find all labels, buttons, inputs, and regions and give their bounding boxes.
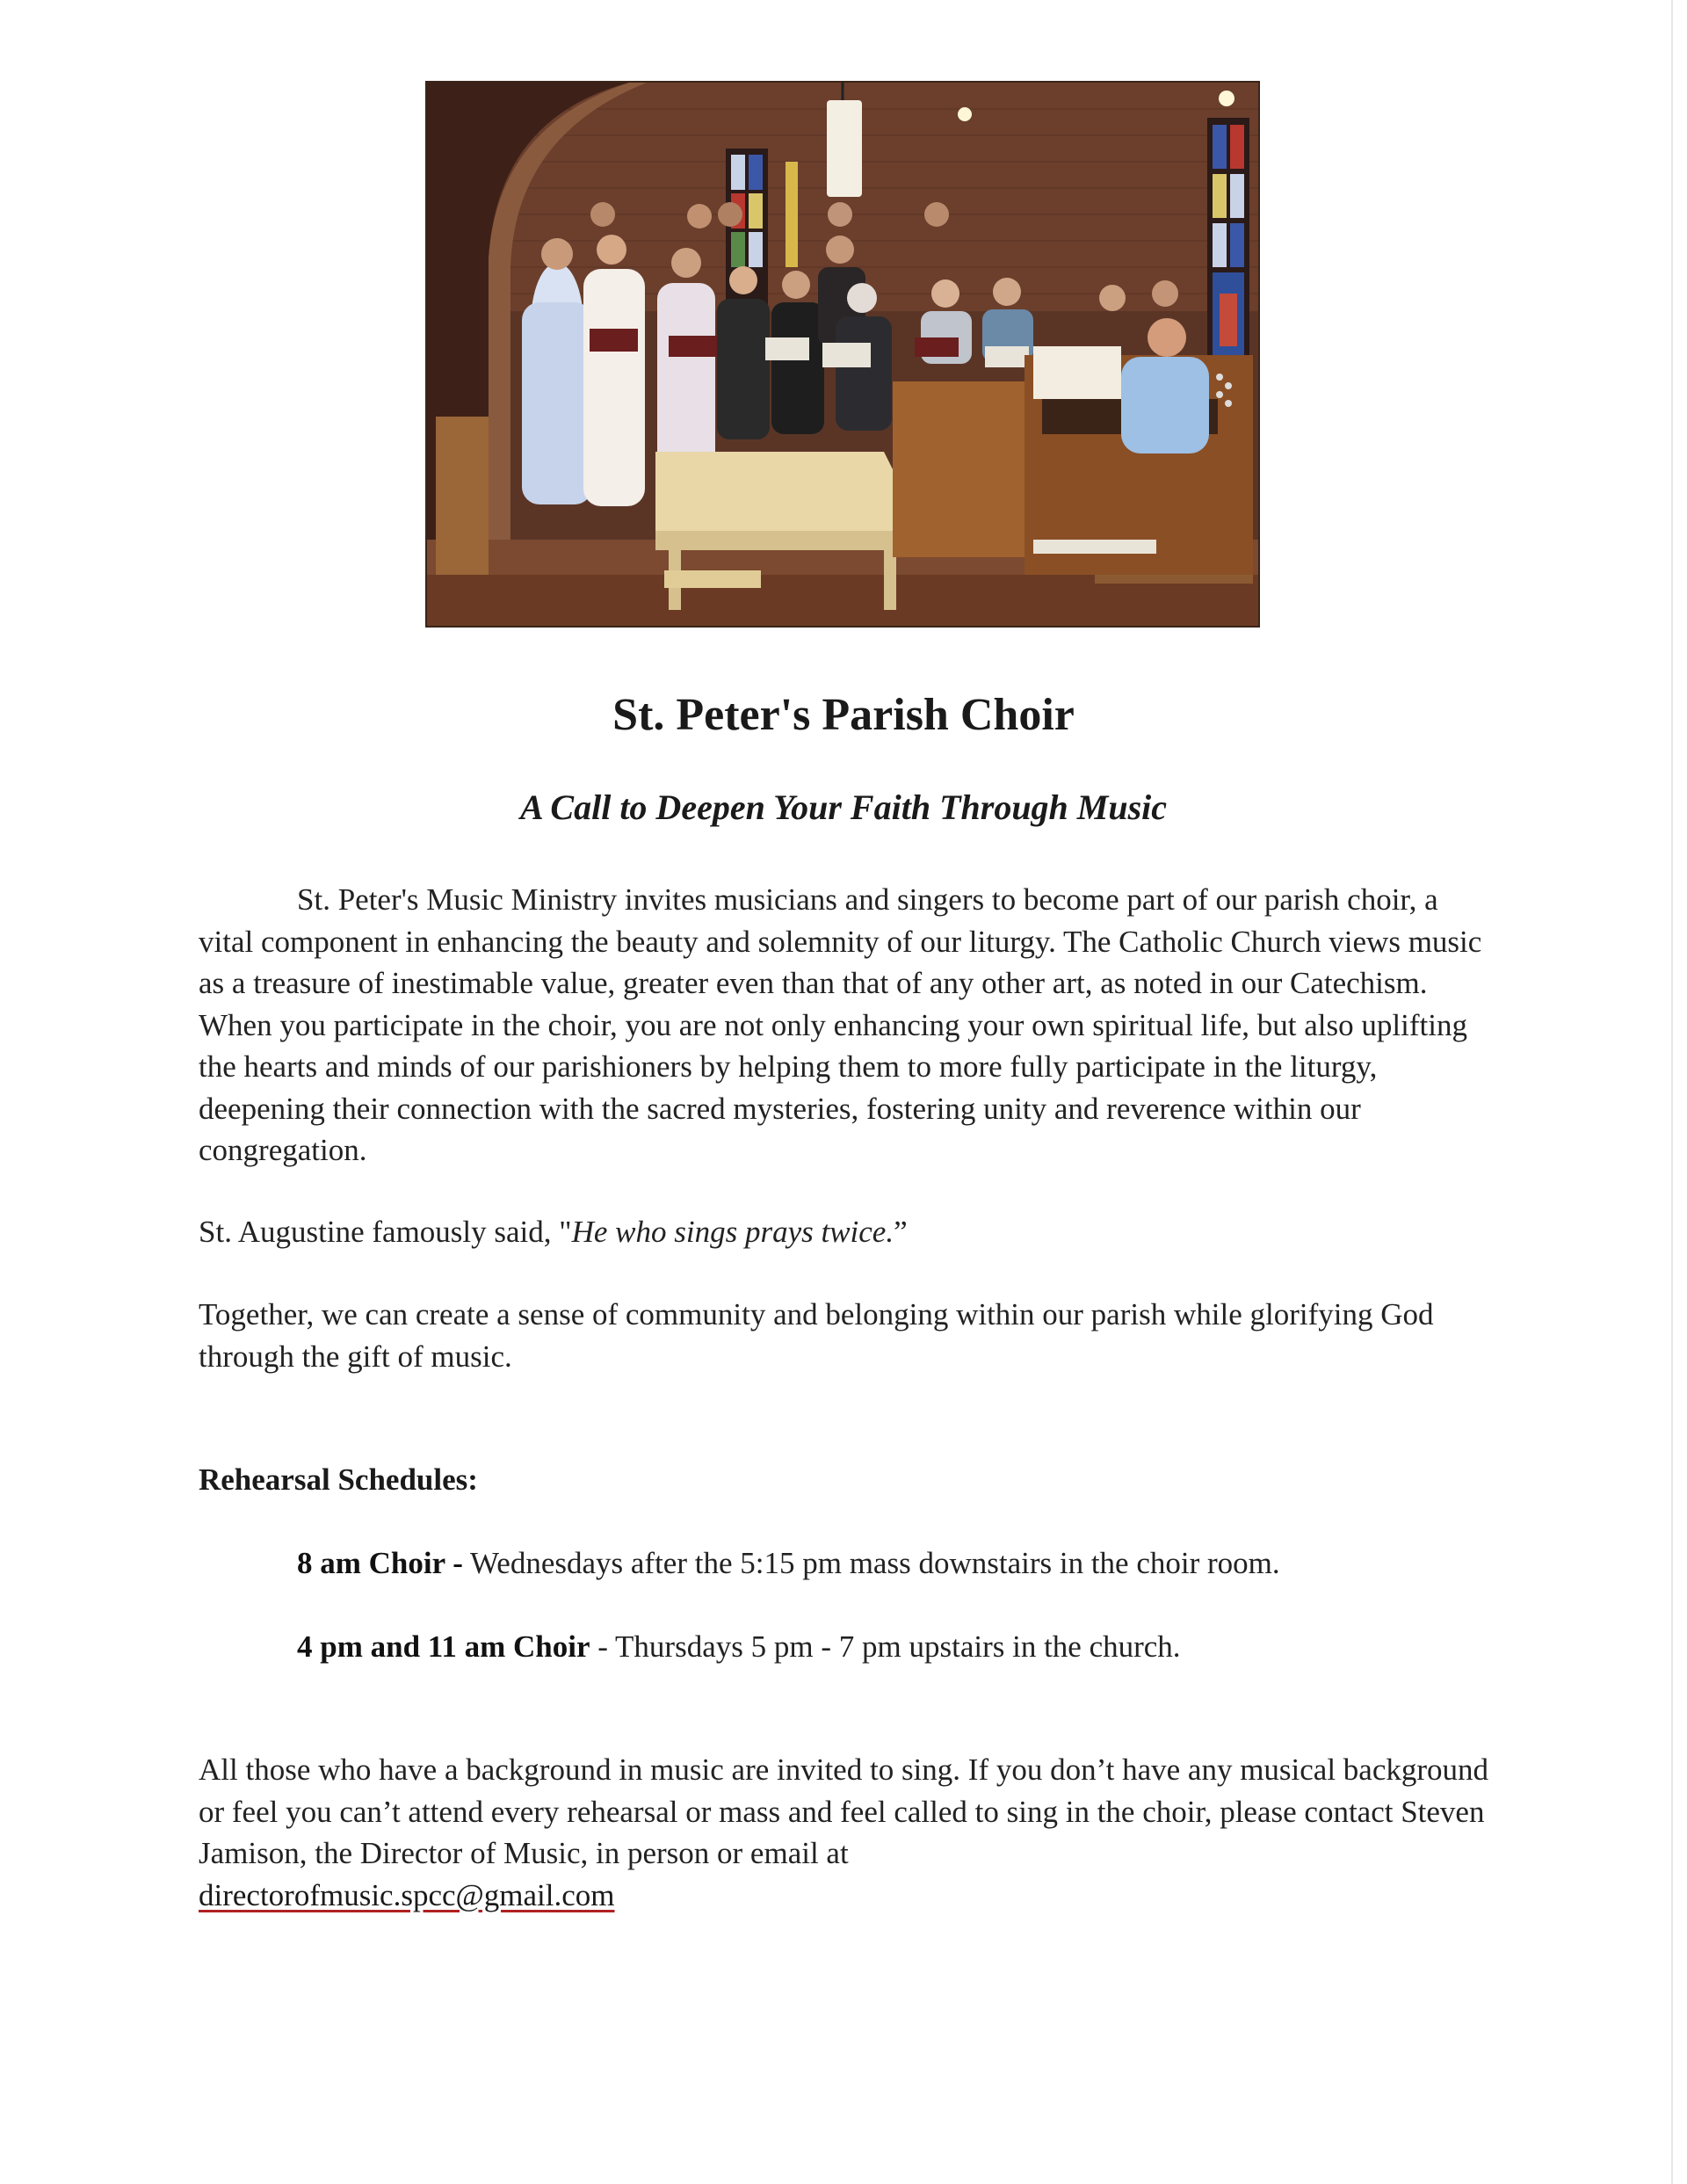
closing-paragraph	[199, 1749, 1499, 1916]
schedule-details: - Thursdays 5 pm - 7 pm upstairs in the church.	[590, 1629, 1181, 1664]
director-email-link[interactable]: directorofmusic.spcc@gmail.com	[199, 1877, 615, 1912]
intro-paragraph: St. Peter's Music Ministry invites musicians and singers to become part of our parish choir, a vital component in enhancing the beauty and solemnity of our liturgy. The Catholic Church views music as a treasure of inestimable value, greater even than that of any other art, as noted in our Catechism. When you participate in the choir, you are not only enhancing your own spiritual life, but also uplifting the hearts and minds of our parishioners by helping them to more fully participate in the liturgy, deepening their connection with the sacred mysteries, fostering unity and reverence within our congregation.	[199, 882, 1482, 1167]
schedule-8am-choir	[297, 1542, 1527, 1584]
closing-text: All those who have a background in music are invited to sing. If you don’t have any musical background or feel you can’t attend every rehearsal or mass and feel called to sing in the choir, please contact Steven Jamison, the Director of Music, in person or email at	[199, 1752, 1489, 1870]
schedule-choir-name: 8 am Choir -	[297, 1546, 463, 1580]
schedule-4pm-11am-choir	[297, 1626, 1527, 1667]
schedule-details: Wednesdays after the 5:15 pm mass downstairs in the choir room.	[462, 1546, 1280, 1580]
augustine-quote	[199, 1211, 1499, 1253]
quote-prefix: St. Augustine famously said, "	[199, 1215, 572, 1249]
page-title: St. Peter's Parish Choir	[612, 690, 1075, 740]
together-paragraph: Together, we can create a sense of community and belonging within our parish while glorifying God through the gift of music.	[199, 1297, 1434, 1374]
quote-suffix: ”	[894, 1215, 908, 1249]
page-edge-shadow	[1671, 0, 1673, 2184]
page-subtitle: A Call to Deepen Your Faith Through Music	[519, 787, 1168, 827]
schedule-choir-name: 4 pm and 11 am Choir	[297, 1629, 590, 1664]
rehearsal-heading: Rehearsal Schedules:	[199, 1462, 478, 1497]
quote-text: He who sings prays twice.	[571, 1215, 894, 1249]
choir-photo	[425, 81, 1260, 628]
